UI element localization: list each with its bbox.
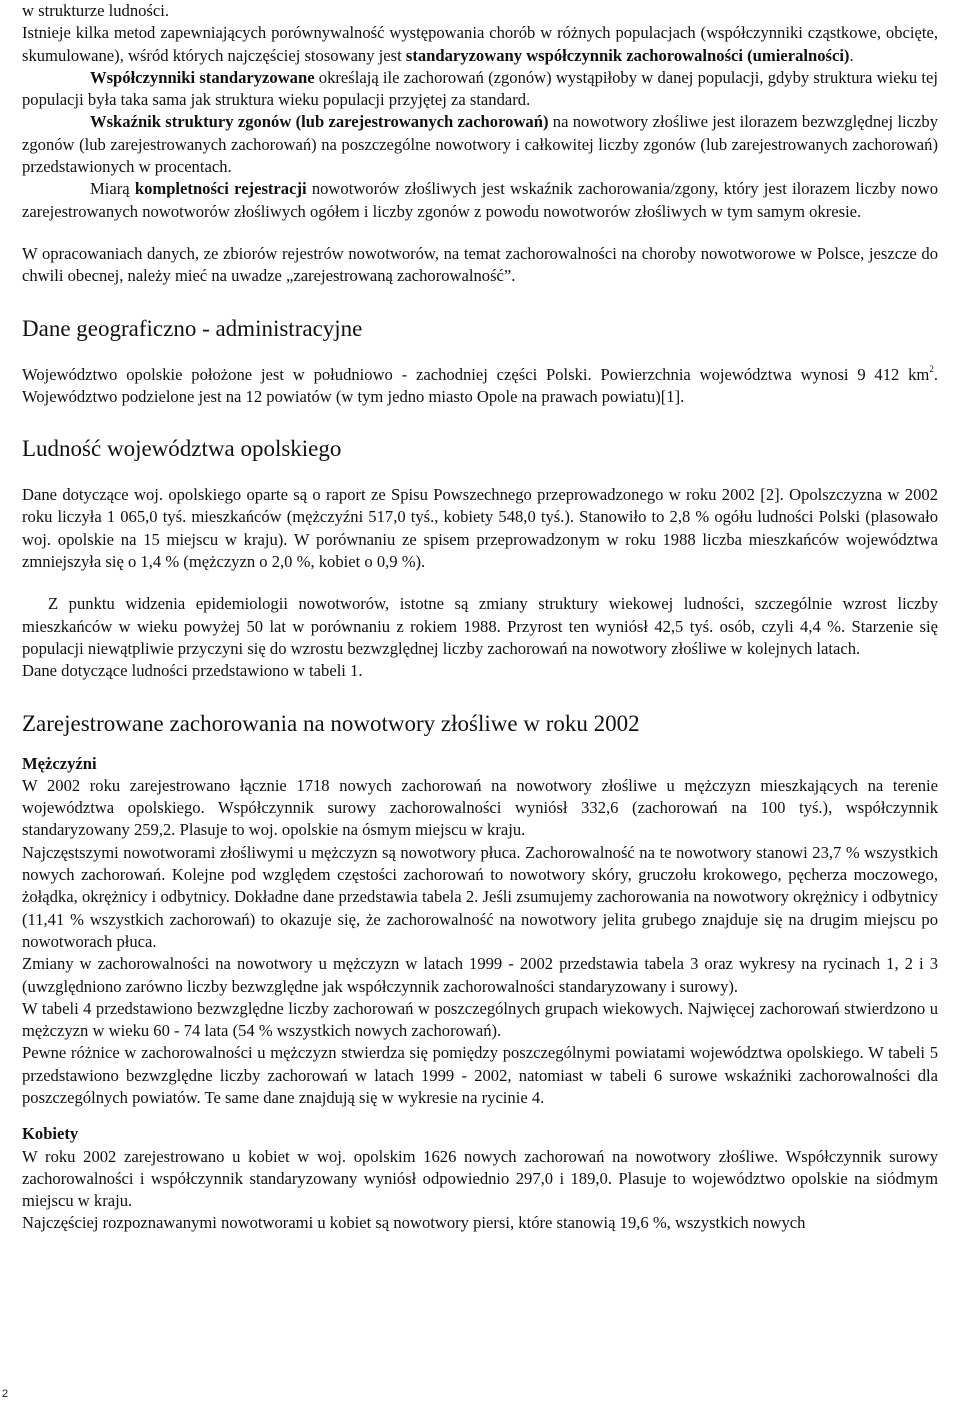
text-run: . xyxy=(849,45,854,65)
paragraph-population-table-ref: Dane dotyczące ludności przedstawiono w tabeli 1. xyxy=(22,661,363,681)
text-run: nowotworów złośliwych jest wskaźnik zachorowania/zgony, który jest ilorazem liczby nowo zarejestrowanych nowotworów złośliwych ogółem i liczby zgonów z powodu nowotworów złośliwych w tym samym okresie. xyxy=(22,179,938,221)
paragraph-methods xyxy=(22,22,938,67)
paragraph-standardized xyxy=(22,67,938,112)
paragraph-men-age-groups: W tabeli 4 przedstawiono bezwzględne liczby zachorowań w poszczególnych grupach wiekowych. Najwięcej zachorowań stwierdzono u mężczyzn w wieku 60 - 74 lata (54 % wszystkich nowych zachorowań). xyxy=(22,998,938,1041)
superscript: 2 xyxy=(929,363,934,374)
text-run: określają ile zachorowań (zgonów) wystąpiłoby w danej populacji, gdyby struktura wieku tej populacji była taka sama jak struktura wieku populacji przyjętej za standard. xyxy=(22,67,938,110)
bold-term: standaryzowany współczynnik zachorowalności (umieralności) xyxy=(405,45,850,65)
bold-term: Wskaźnik struktury zgonów (lub zarejestrowanych zachorowań) xyxy=(90,112,549,132)
subheading-women: Kobiety xyxy=(22,1124,79,1144)
paragraph-continuation: w strukturze ludności. xyxy=(22,1,170,20)
paragraph-registered-incidence: W opracowaniach danych, ze zbiorów rejestrów nowotworów, na temat zachorowalności na choroby nowotworowe w Polsce, jeszcze do chwili obecnej, należy mieć na uwadze „zarejestrowaną zachorowalność”. xyxy=(22,243,938,286)
paragraph-death-structure xyxy=(22,111,938,178)
paragraph-women-breast: Najczęściej rozpoznawanymi nowotworami u kobiet są nowotwory piersi, które stanowią 19,6 %, wszystkich nowych xyxy=(22,1213,806,1233)
document-page xyxy=(22,0,938,1235)
paragraph-men-districts: Pewne różnice w zachorowalności u mężczyzn stwierdza się pomiędzy poszczególnymi powiatami województwa opolskiego. W tabeli 5 przedstawiono bezwzględne liczby zachorowań w latach 1999 - 2002, natomiast w tabeli 6 surowe wskaźniki zachorowalności dla poszczególnych powiatów. Te same dane znajdują się w wykresie na rycinie 4. xyxy=(22,1043,938,1107)
section-heading-population: Ludność województwa opolskiego xyxy=(22,436,342,462)
subheading-men: Mężczyźni xyxy=(22,753,97,773)
paragraph-population-census: Dane dotyczące woj. opolskiego oparte są o raport ze Spisu Powszechnego przeprowadzonego w roku 2002 [2]. Opolszczyzna w 2002 roku liczyła 1 065,0 tyś. mieszkańców (mężczyźni 517,0 tyś., kobiety 548,0 tyś.). Stanowiło to 2,8 % ogółu ludności Polski (plasowało woj. opolskie na 15 miejscu w kraju). W porównaniu ze spisem przeprowadzonym w roku 1988 liczba mieszkańców województwa zmniejszyła się o 1,4 % (mężczyzn o 2,0 %, kobiet o 0,9 %). xyxy=(22,485,938,572)
paragraph-geography xyxy=(22,364,938,409)
paragraph-completeness xyxy=(22,178,938,223)
paragraph-men-total: W 2002 roku zarejestrowano łącznie 1718 nowych zachorowań na nowotwory złośliwe u mężczyzn mieszkających na terenie województwa opolskiego. Współczynnik surowy zachorowalności wyniósł 332,6 (zachorowań na 100 tyś.), współczynnik standaryzowany 259,2. Plasuje to woj. opolskie na ósmym miejscu w kraju. xyxy=(22,775,938,840)
paragraph-men-changes: Zmiany w zachorowalności na nowotwory u mężczyzn w latach 1999 - 2002 przedstawia tabela 3 oraz wykresy na rycinach 1, 2 i 3 (uwzględniono zarówno liczby bezwzględne jak współczynnik zachorowalności standaryzowany i surowy). xyxy=(22,954,938,996)
paragraph-men-lung: Najczęstszymi nowotworami złośliwymi u mężczyzn są nowotwory płuca. Zachorowalność na te nowotwory stanowi 23,7 % wszystkich nowych zachorowań. Kolejne pod względem częstości zachorowań to nowotwory skóry, gruczołu krokowego, pęcherza moczowego, żołądka, okrężnicy i odbytnicy. Dokładne dane przedstawia tabela 2. Jeśli zsumujemy zachorowania na nowotwory okrężnicy i odbytnicy (11,41 % wszystkich zachorowań) to okazuje się, że zachorowalność na nowotwory jelita grubego znajduje się na drugim miejscu po nowotworach płuca. xyxy=(22,842,938,951)
text-run: na nowotwory złośliwe jest ilorazem bezwzględnej liczby zgonów (lub zarejestrowanych zachorowań) na poszczególne nowotwory i całkowitej liczby zgonów (lub zarejestrowanych zachorowań) przedstawionych w procentach. xyxy=(22,112,938,177)
bold-term: Współczynniki standaryzowane xyxy=(90,67,315,87)
text-run: Miarą xyxy=(90,179,135,199)
text-run: Województwo opolskie położone jest w południowo - zachodniej części Polski. Powierzchnia województwa wynosi 9 412 km xyxy=(22,364,930,384)
text-run: Istnieje kilka metod zapewniających porównywalność występowania chorób w różnych populacjach (współczynniki cząstkowe, obcięte, skumulowane), wśród których najczęściej stosowany jest xyxy=(22,23,938,65)
paragraph-women-total: W roku 2002 zarejestrowano u kobiet w woj. opolskim 1626 nowych zachorowań na nowotwory złośliwe. Współczynnik surowy zachorowalności i współczynnik standaryzowany wyniósł odpowiednio 297,0 i 189,0. Plasuje to województwo opolskie na siódmym miejscu w kraju. xyxy=(22,1146,938,1211)
section-heading-cancer-2002: Zarejestrowane zachorowania na nowotwory złośliwe w roku 2002 xyxy=(22,710,640,736)
text-run: . Województwo podzielone jest na 12 powiatów (w tym jedno miasto Opole na prawach powiatu)[1]. xyxy=(22,364,938,406)
paragraph-population-ageing: Z punktu widzenia epidemiologii nowotworów, istotne są zmiany struktury wiekowej ludności, szczególnie wzrost liczby mieszkańców w wieku powyżej 50 lat w porównaniu z rokiem 1988. Przyrost ten wyniósł 42,5 tyś. osób, czyli 4,4 %. Starzenie się populacji niewątpliwie przyczyni się do wzrostu bezwzględnej liczby zachorowań na nowotwory złośliwe w kolejnych latach. xyxy=(22,594,938,658)
bold-term: kompletności rejestracji xyxy=(134,179,307,199)
page-number: 2 xyxy=(2,1388,9,1400)
section-heading-geography: Dane geograficzno - administracyjne xyxy=(22,315,363,341)
